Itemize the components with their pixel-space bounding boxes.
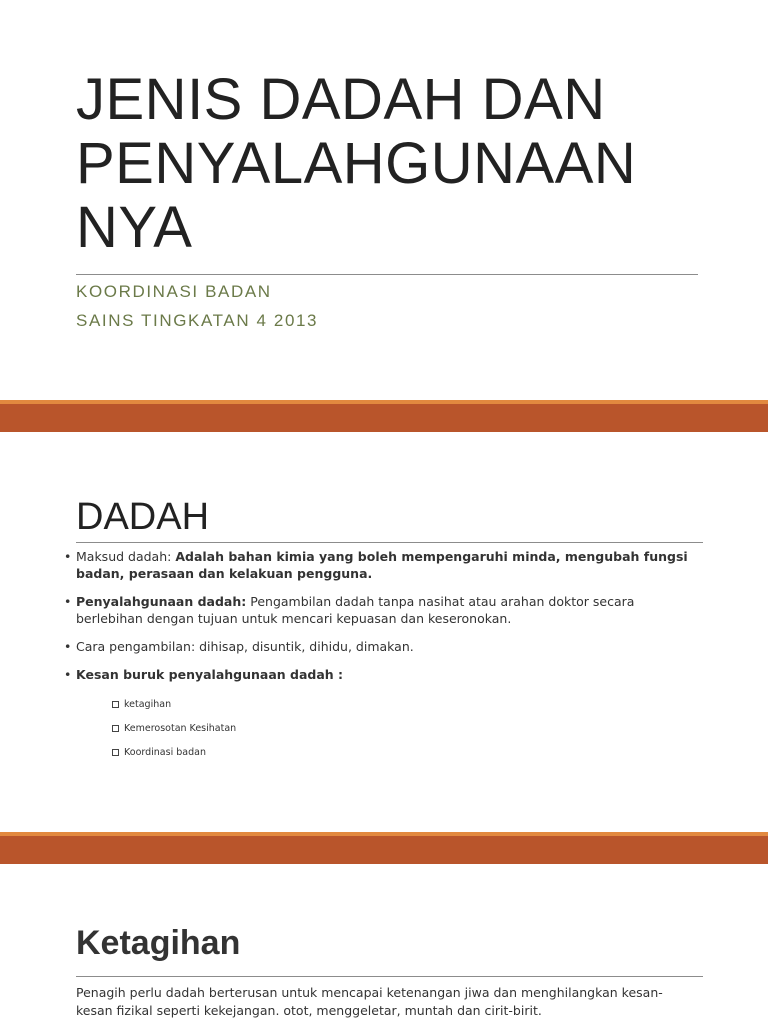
bullet-text: Cara pengambilan: dihisap, disuntik, dihidu, dimakan. [76, 639, 414, 654]
slide-divider-1 [0, 400, 768, 432]
bullet-marker: • [64, 549, 72, 564]
sublist-label: Koordinasi badan [124, 747, 206, 758]
heading-rule [76, 542, 703, 543]
slide-dadah [0, 432, 768, 832]
checkbox-square-icon [112, 701, 119, 708]
bullet-marker: • [64, 639, 72, 654]
bullet-lead: Kesan buruk penyalahgunaan dadah [76, 667, 334, 682]
sublist-label: ketagihan [124, 699, 172, 710]
slide-heading: DADAH [76, 496, 210, 538]
title-line-1: JENIS DADAH DAN [76, 67, 606, 132]
sublist-label: Kemerosotan Kesihatan [124, 723, 237, 734]
bullet-text: Pengambilan dadah tanpa nasihat atau arahan doktor secara berlebihan dengan tujuan untuk mencari kepuasan dan keseronokan. [76, 594, 635, 626]
list-item [64, 638, 694, 655]
bullet-marker: • [64, 667, 72, 682]
checkbox-square-icon [112, 725, 119, 732]
list-item [112, 699, 236, 723]
heading-rule [76, 976, 703, 977]
subtitle-line-1: KOORDINASI BADAN [76, 282, 272, 301]
bullet-text: : [333, 667, 344, 682]
list-item [112, 747, 236, 771]
slide-title [0, 0, 768, 400]
slide-divider-2 [0, 832, 768, 864]
slide-divider-highlight [0, 400, 768, 404]
effects-sublist [112, 699, 236, 771]
slide-ketagihan [0, 864, 768, 1024]
slide-paragraph: Penagih perlu dadah berterusan untuk mencapai ketenangan jiwa dan menghilangkan kesan-kesan fizikal seperti kekejangan. otot, menggeletar, muntah dan cirit-birit. [76, 985, 663, 1018]
bullet-lead: Maksud dadah: [76, 549, 176, 564]
list-item [64, 666, 694, 683]
bullet-text: Adalah bahan kimia yang boleh mempengaruhi minda, mengubah fungsi badan, perasaan dan kelakuan pengguna. [76, 549, 688, 581]
title-line-2: PENYALAHGUNAAN [76, 131, 637, 196]
title-line-3: NYA [76, 195, 193, 260]
list-item [64, 593, 694, 627]
presentation-title [76, 68, 716, 260]
subtitle-line-2: SAINS TINGKATAN 4 2013 [76, 311, 319, 330]
bullet-lead: Penyalahgunaan dadah: [76, 594, 247, 609]
slide-heading: Ketagihan [76, 924, 241, 962]
slide-divider-highlight [0, 832, 768, 836]
title-rule [76, 274, 698, 275]
checkbox-square-icon [112, 749, 119, 756]
bullet-list [64, 548, 694, 694]
list-item [64, 548, 694, 582]
list-item [112, 723, 236, 747]
bullet-marker: • [64, 594, 72, 609]
